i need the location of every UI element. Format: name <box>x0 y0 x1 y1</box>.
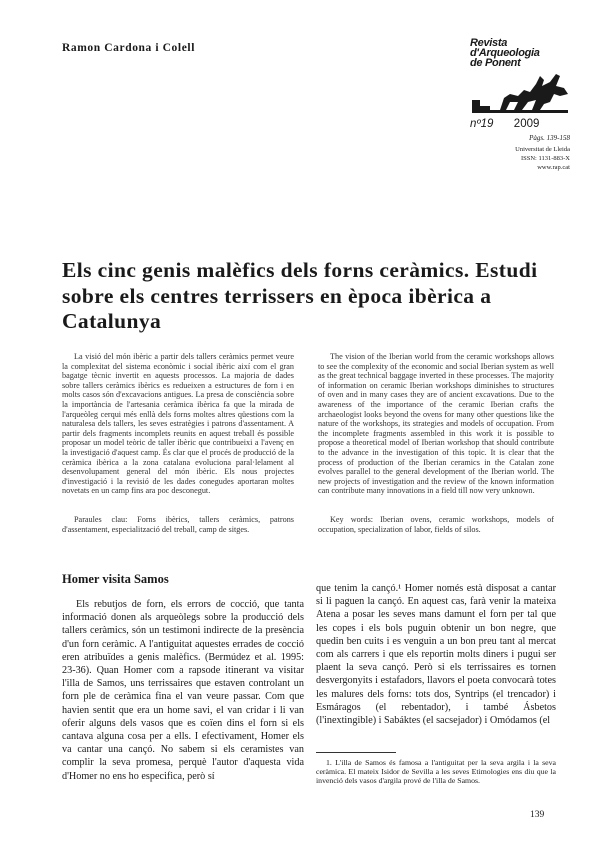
keywords-catalan-text: Paraules clau: Forns ibèrics, tallers ceràmics, patrons d'assentament, especialització del treball, camp de sitges. <box>62 515 294 534</box>
publisher: Universitat de Lleida <box>515 146 570 153</box>
body-column-left <box>62 598 304 783</box>
journal-logo-line: d'Arqueologia <box>470 47 540 59</box>
footnote <box>316 758 556 786</box>
journal-logo <box>470 38 570 114</box>
page-number: 139 <box>530 810 545 820</box>
author-name: Ramon Cardona i Colell <box>62 42 195 54</box>
footnote-divider <box>316 752 396 753</box>
page-range: Pàgs. 139-158 <box>529 134 570 142</box>
section-heading: Homer visita Samos <box>62 572 169 586</box>
issn: ISSN: 1131-883-X <box>520 155 570 162</box>
website: www.rap.cat <box>537 164 570 171</box>
article-title: Els cinc genis malèfics dels forns ceràmics. Estudi sobre els centres terrissers en època ibèrica a Catalunya <box>62 258 538 333</box>
body-paragraph: que tenim la cançó.¹ Homer només està disposat a cantar si li paguen la cançó. En aquest cas, farà venir la mateixa Atena a posar les seves mans damunt el forn per tal que les copes i els bols puguin obtenir un bon negre, que quedin ben cuits i es venguin a un bon preu tant al mercat com als carrers i que els reportin molts diners i pugui ser plaent la seva cançó. Però si els terrissaires es tornen desvergonyits i estafadors, llavors el poeta convocarà totes les malures dels forns: tots dos, Syntrips (el trencador) i Esmáragos (el rebentador), i també Ásbetos (l'inextingible) i Sabáktes (el sacsejador) i Omódamos (el <box>316 583 556 727</box>
body-column-right <box>316 582 556 727</box>
keywords-catalan <box>62 515 294 534</box>
keywords-english <box>318 515 554 534</box>
keywords-english-text: Key words: Iberian ovens, ceramic workshops, models of occupation, specialization of labor, fields of silos. <box>318 515 554 534</box>
journal-logo-line: Revista <box>470 37 508 49</box>
issue-line <box>470 118 570 130</box>
abstract-english <box>318 352 554 496</box>
abstract-catalan <box>62 352 294 496</box>
journal-logo-line: de Ponent <box>470 57 521 69</box>
abstract-catalan-text: La visió del món ibèric a partir dels tallers ceràmics permet veure la complexitat del sistema econòmic i social ibèric així com el gran bagatge tècnic invertit en aquests processos. La majoria de dades sobre tallers ceràmics ibèrics es redueixen a estructures de forn i en molts casos són d'excavacions antigues. La presa de consciència sobre la importància de l'artesania ceràmica ibèrica fa que la mirada de l'arqueòleg cerqui més enllà dels forns moltes altres qüestions com la naturalesa dels tallers, les seves estratègies i patrons d'assentament. A partir dels fragments incomplets reunits en aquest treball és possible proposar un model teòric de taller ibèric que contribueixi a l'avenç en la investigació d'aquest camp. És clar que el procés de producció de la ceràmica ibèrica a la zona catalana evoluciona paral·lelament al desenvolupament general del món ibèric. Els nous projectes d'investigació i la revisió de les dades conegudes aportaran moltes novetats en un camp fins ara poc desconegut. <box>62 352 294 496</box>
issue-number: nº19 <box>470 118 494 130</box>
body-paragraph: Els rebutjos de forn, els errors de cocció, que tanta informació donen als arqueòlegs sobre la producció dels tallers ceràmics, són un testimoni indirecte de la presència d'un forn ceràmic. A l'antiguitat aquestes errades de cocció eren atribuïdes a genis malèfics. (Bermúdez et al. 1995: 23-36). Quan Homer com a rapsode itinerant va visitar l'illa de Samos, uns terrissaires que estaven controlant un forn ple de ceràmica fina el van veure passar. Com que havien sentit que era un home savi, el van cridar i li van oferir alguns dels vasos que es coïen dins el forn si els cantava alguna cosa per a ells. I efectivament, Homer els va cantar una cançó. No sabem si els ceramistes van complir la seva promesa, perquè l'autor d'aquesta vida d'Homer no ens ho especifica, però sí <box>62 599 304 782</box>
abstract-english-text: The vision of the Iberian world from the ceramic workshops allows to see the complexity of the economic and social Iberian system as well as the great technical baggage inverted in these processes. The majority of information on ceramic Iberian workshops diminishes to structures of oven and in many cases they are of ancient excavations. Due to the awareness of the importance of the ceramic Iberian crafts the archaeologist looks beyond the ovens for many other questions like the nature of the workshops, its strategies and models of occupation. From the incomplete fragments assembled in this work it is possible to propose a theoretical model of Iberian workshop that should contribute to the advance in the investigation of this topic. It is clear that the process of production of the Iberian ceramics in the Catalan zone evolves parallel to the general development of the Iberian world. The new projects of investigation and the review of the known information can contribute many innovations in a field till now very unknown. <box>318 352 554 496</box>
animal-figure-icon <box>470 70 570 114</box>
issue-year: 2009 <box>513 118 540 130</box>
footnote-text: 1. L'illa de Samos és famosa a l'antiguitat per la seva argila i la seva ceràmica. El mateix Isidor de Sevilla a les seves Etimologies ens diu que la invenció dels vasos d'argila prové de l'illa de Samos. <box>316 758 556 786</box>
